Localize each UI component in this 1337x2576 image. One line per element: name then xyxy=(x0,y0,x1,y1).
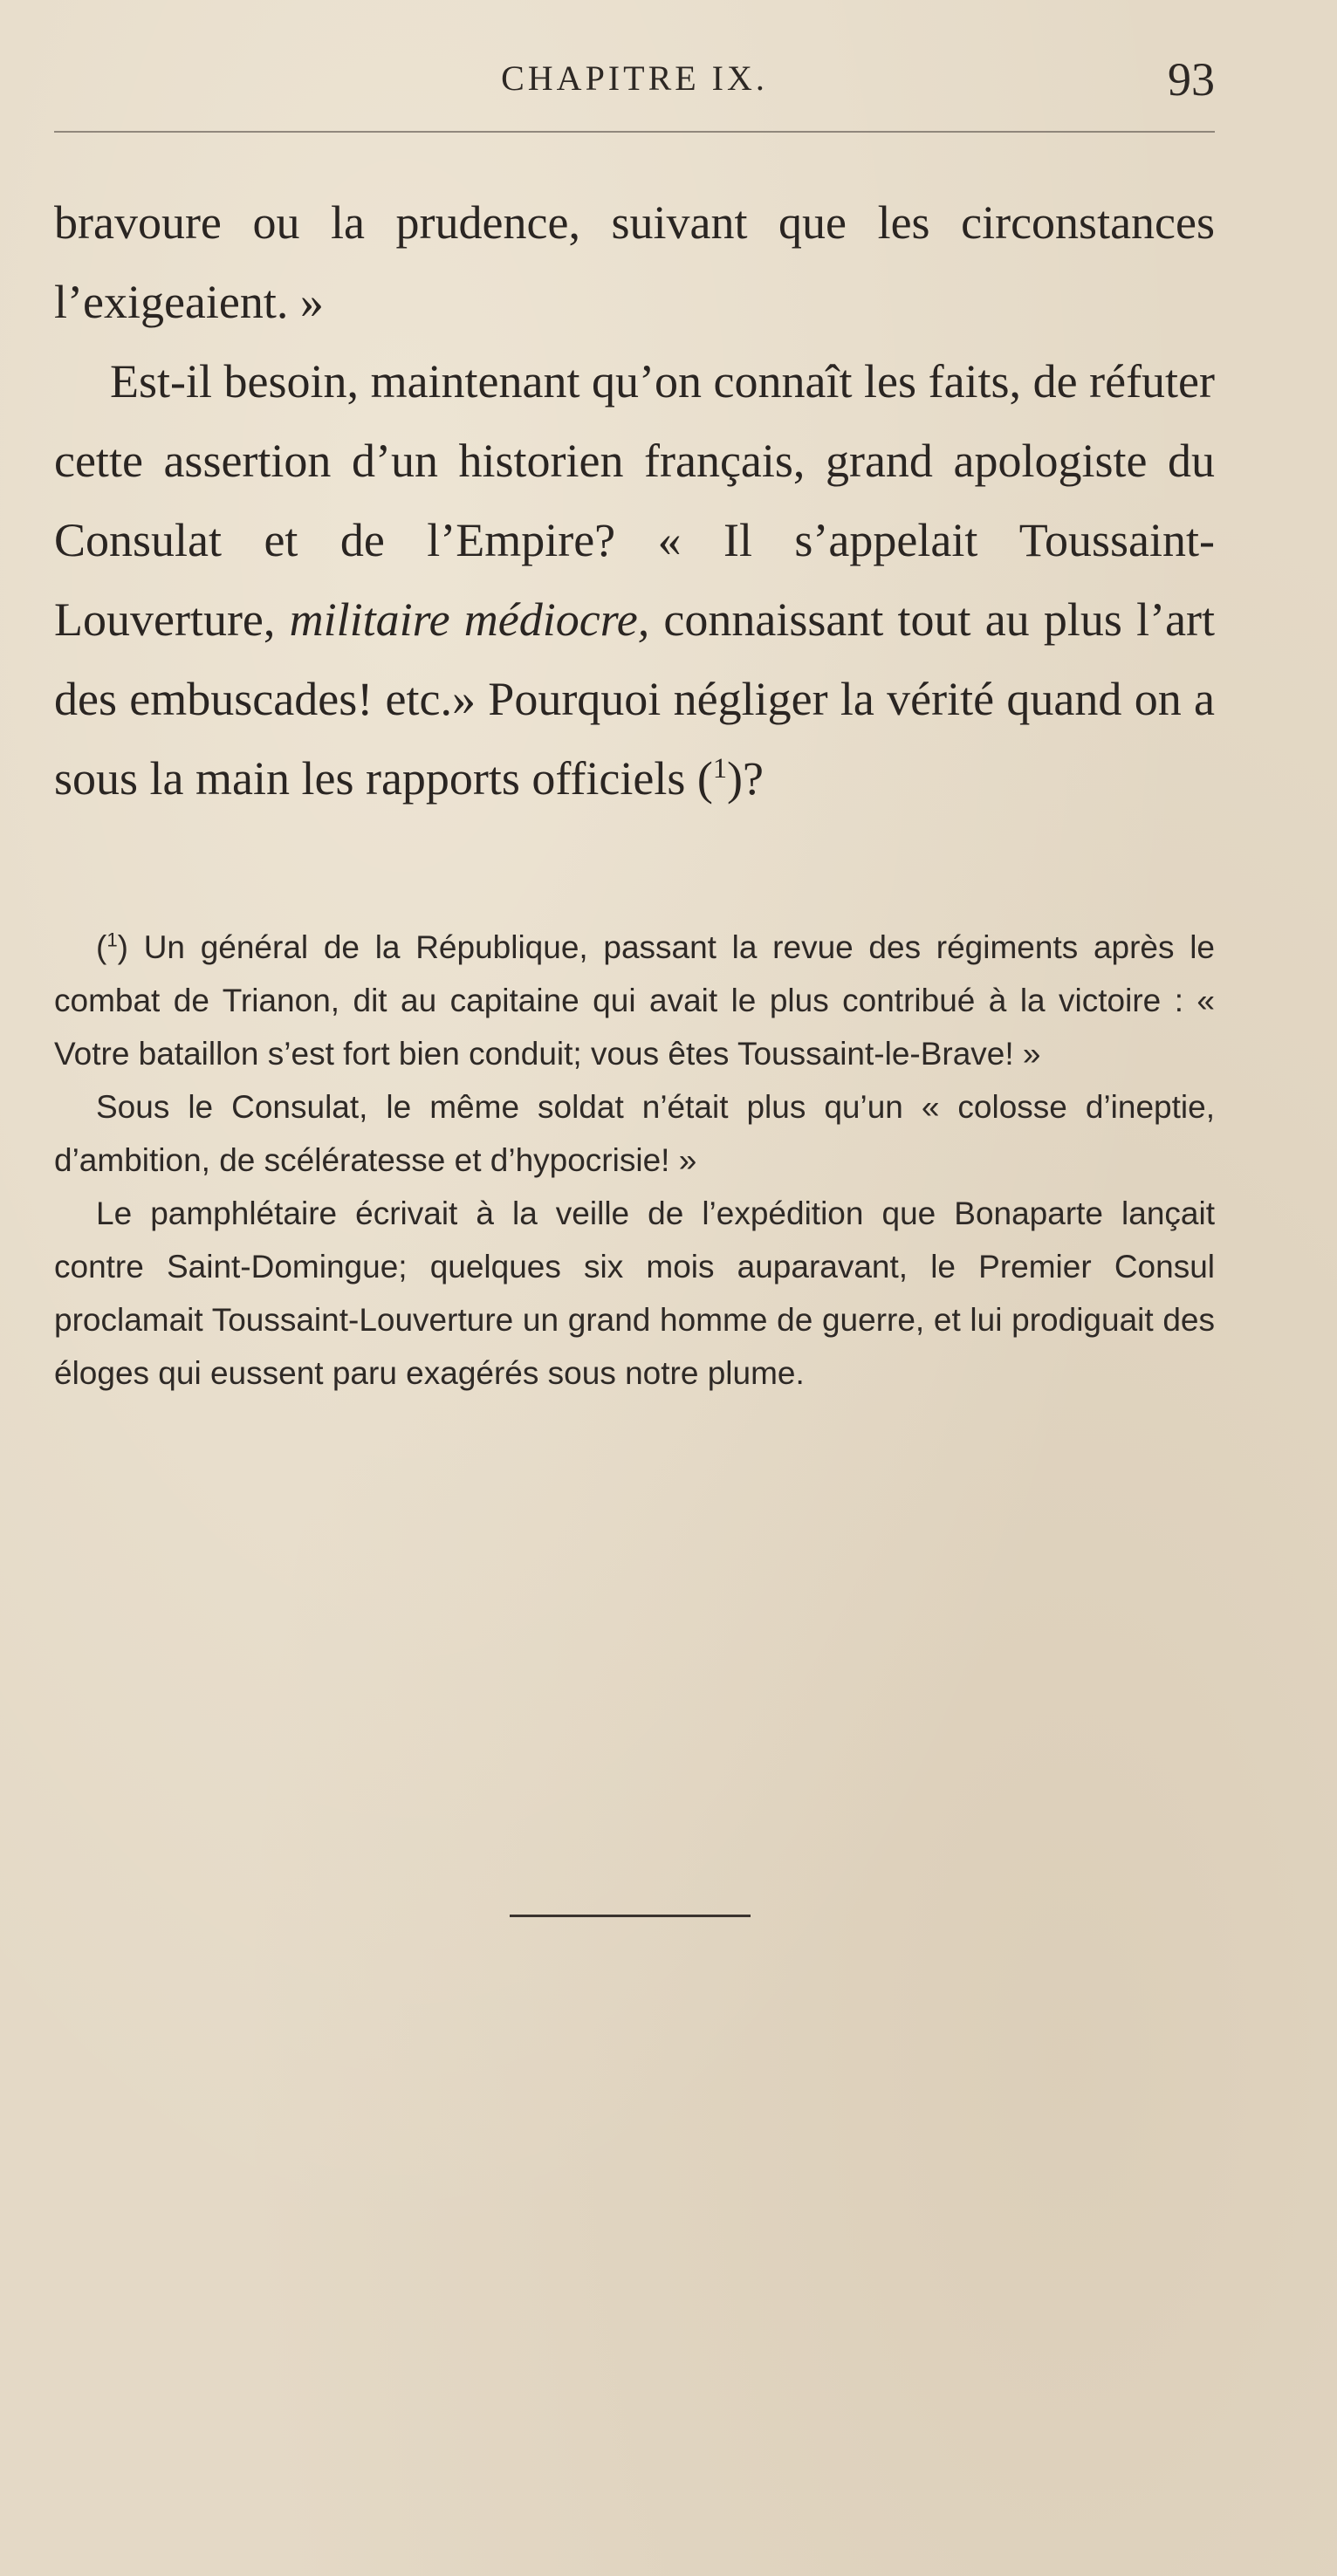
footnote-mark: 1 xyxy=(106,928,118,951)
paragraph-2-text-a: Est-il besoin, maintenant qu’on connaît les faits, de réfuter cette assertion d’un historien français, grand apologiste du Consulat et de l’Empire? « Il s’appelait Toussaint-Louverture, xyxy=(54,355,1215,646)
main-text xyxy=(54,183,1215,819)
footnote-1-open: ( xyxy=(96,929,107,965)
paragraph-2 xyxy=(54,342,1215,819)
paragraph-1-text: bravoure ou la prudence, suivant que les circonstances l’exigeaient. » xyxy=(54,196,1215,328)
page-number: 93 xyxy=(1168,53,1215,106)
footnote-1-text: ) Un général de la République, passant la revue des régiments après le combat de Trianon, dit au capitaine qui avait le plus contribué à la victoire : « Votre bataillon s’est fort bien conduit; vous êtes Toussaint-le-Brave! » xyxy=(54,929,1215,1072)
footnote-reference: 1 xyxy=(712,753,728,784)
footnote-2: Sous le Consulat, le même soldat n’était plus qu’un « colosse d’ineptie, d’ambition, de scélératesse et d’hypocrisie! » xyxy=(54,1089,1215,1178)
paragraph-2-text-b: connaissant tout au plus l’art des embuscades! etc.» Pourquoi négliger la vérité quand on a sous la main les rapports officiels ( xyxy=(54,593,1216,805)
paragraph-2-text-c: )? xyxy=(727,752,764,805)
chapter-title: CHAPITRE IX. xyxy=(501,58,768,98)
paragraph-2-italic: militaire médiocre, xyxy=(289,593,650,646)
closing-rule xyxy=(510,1915,751,1917)
paragraph-continuation xyxy=(54,183,1215,342)
footnotes xyxy=(54,921,1215,1400)
footnote-1 xyxy=(54,921,1215,1080)
running-head xyxy=(54,52,1215,113)
footnote-3: Le pamphlétaire écrivait à la veille de l’expédition que Bonaparte lançait contre Saint-Domingue; quelques six mois auparavant, le Premier Consul proclamait Toussaint-Louverture un grand homme de guerre, et lui prodiguait des éloges qui eussent paru exagérés sous notre plume. xyxy=(54,1196,1215,1391)
header-rule xyxy=(54,131,1215,133)
